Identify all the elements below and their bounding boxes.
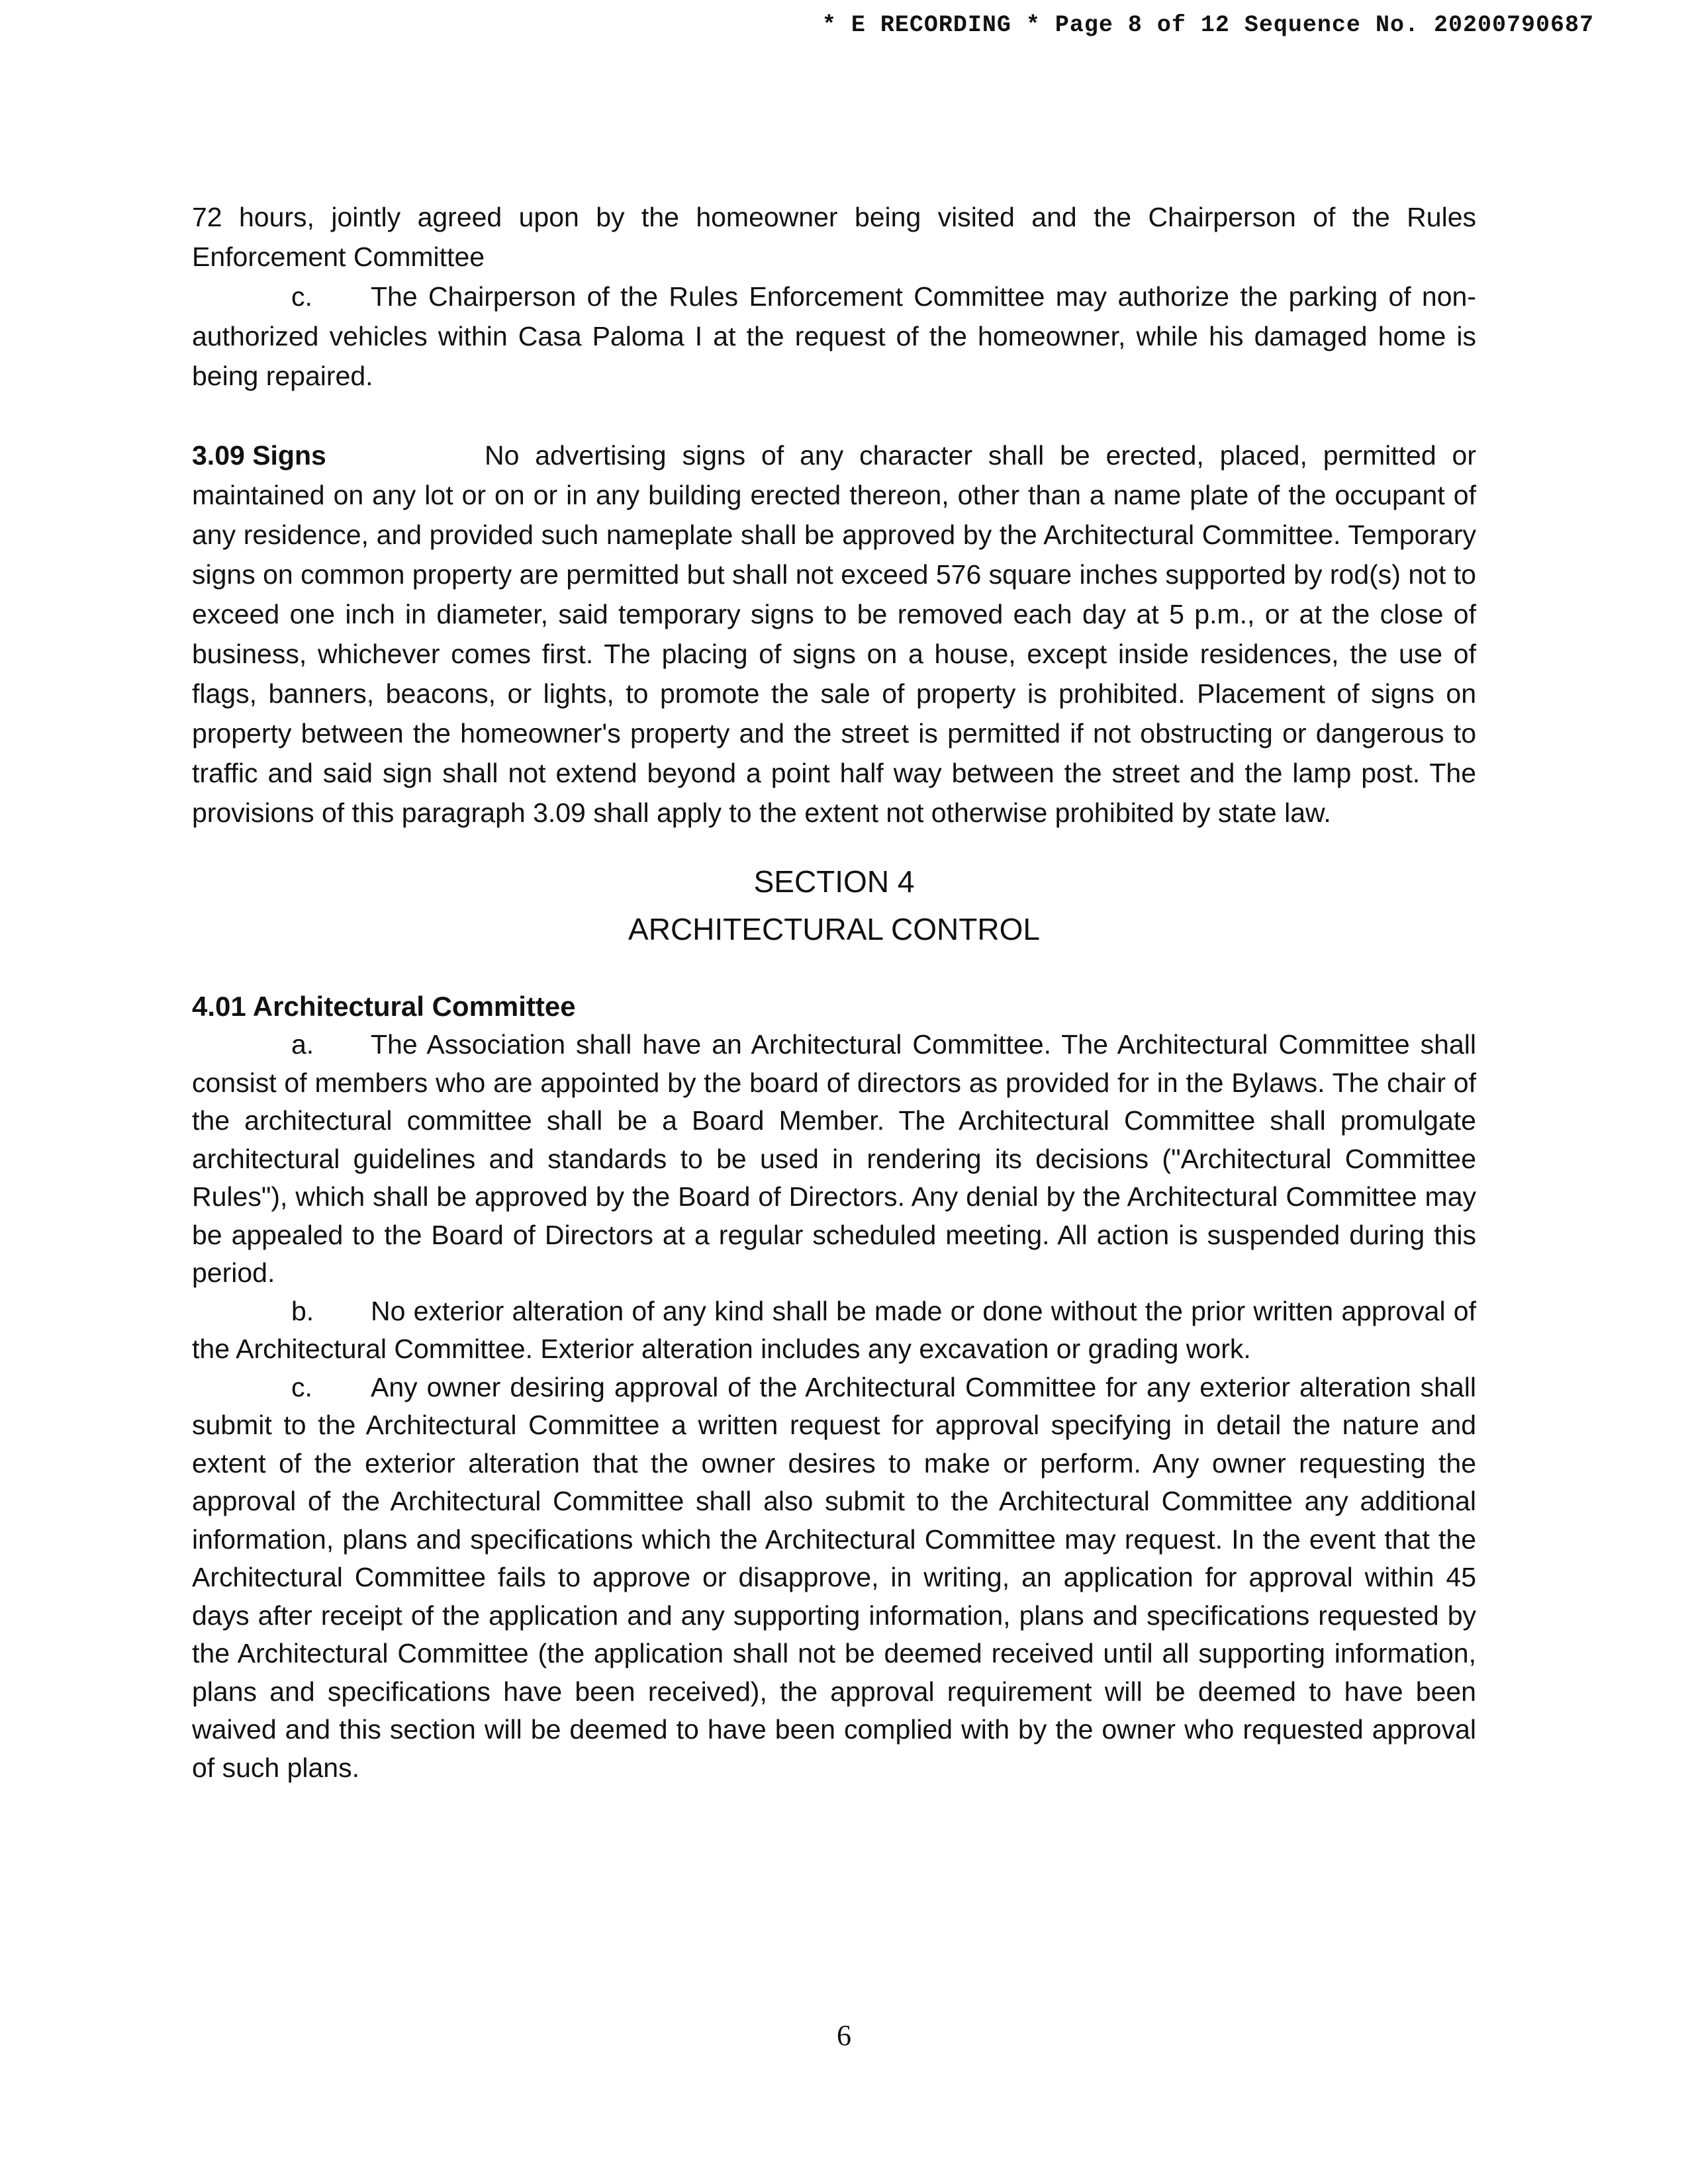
list-item-a [192,1026,1476,1293]
page-number: 6 [837,2019,851,2052]
item-letter: c. [291,1371,312,1402]
section-number: SECTION 4 [753,864,915,899]
paragraph-spacer [192,396,1476,435]
section-title: ARCHITECTURAL CONTROL [628,912,1040,946]
item-letter: c. [291,281,312,312]
list-item-c [192,1369,1476,1788]
list-item-c-parking [192,277,1476,396]
item-text: No exterior alteration of any kind shall be made or done without the prior written approval of the Architectural Committee. Exterior alteration includes any excavation or grading work. [192,1295,1476,1364]
signs-paragraph [192,435,1476,833]
document-body [192,197,1476,1787]
item-letter: b. [291,1295,314,1326]
recording-stamp: * E RECORDING * Page 8 of 12 Sequence No. 20200790687 [821,12,1594,38]
committee-heading: 4.01 Architectural Committee [192,991,576,1022]
continuation-paragraph: 72 hours, jointly agreed upon by the homeowner being visited and the Chairperson of the Rules Enforcement Committee [192,202,1476,272]
item-text: Any owner desiring approval of the Architectural Committee for any exterior alteration shall submit to the Architectural Committee a written request for approval specifying in detail the nature and extent of the exterior alteration that the owner desires to make or perform. Any owner requesting the approval of the Architectural Committee shall also submit to the Architectural Committee any additional information, plans and specifications which the Architectural Committee may request. In the event that the Architectural Committee fails to approve or disapprove, in writing, an application for approval within 45 days after receipt of the application and any supporting information, plans and specifications requested by the Architectural Committee (the application shall not be deemed received until all supporting information, plans and specifications have been received), the approval requirement will be deemed to have been waived and this section will be deemed to have been complied with by the owner who requested approval of such plans. [192,1371,1476,1783]
signs-text: No advertising signs of any character shall be erected, placed, permitted or maintained on any lot or on or in any building erected thereon, other than a name plate of the occupant of any residence, and provided such nameplate shall be approved by the Architectural Committee. Temporary signs on common property are permitted but shall not exceed 576 square inches supported by rod(s) not to exceed one inch in diameter, said temporary signs to be removed each day at 5 p.m., or at the close of business, whichever comes first. The placing of signs on a house, except inside residences, the use of flags, banners, beacons, or lights, to promote the sale of property is prohibited. Placement of signs on property between the homeowner's property and the street is permitted if not obstructing or dangerous to traffic and said sign shall not extend beyond a point half way between the street and the lamp post. The provisions of this paragraph 3.09 shall apply to the extent not otherwise prohibited by state law. [192,440,1476,828]
section-title-block [192,858,1476,953]
signs-heading: 3.09 Signs [192,440,326,471]
item-letter: a. [291,1029,314,1060]
item-text: The Chairperson of the Rules Enforcement Committee may authorize the parking of non-authorized vehicles within Casa Paloma I at the request of the homeowner, while his damaged home is being repaired. [192,281,1476,391]
item-text: The Association shall have an Architectural Committee. The Architectural Committee shall consist of members who are appointed by the board of directors as provided for in the Bylaws. The chair of the architectural committee shall be a Board Member. The Architectural Committee shall promulgate architectural guidelines and standards to be used in rendering its decisions ("Architectural Committee Rules"), which shall be approved by the Board of Directors. Any denial by the Architectural Committee may be appealed to the Board of Directors at a regular scheduled meeting. All action is suspended during this period. [192,1029,1476,1288]
list-item-b [192,1293,1476,1369]
